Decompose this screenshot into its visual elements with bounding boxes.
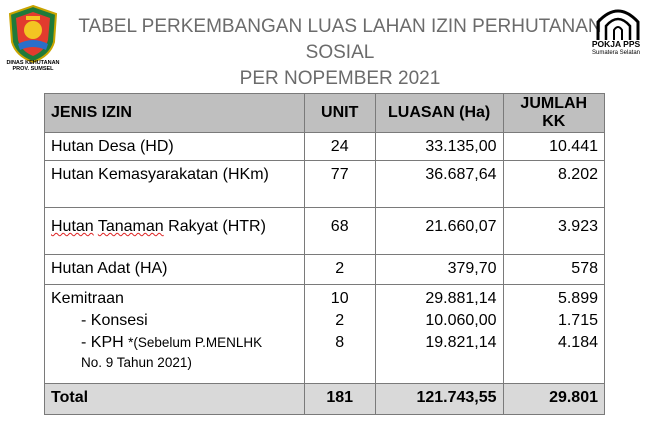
- cell-luasan: 379,70: [375, 255, 503, 285]
- konsesi-label: - Konsesi: [81, 312, 148, 329]
- total-label: Total: [45, 384, 305, 415]
- sumsel-emblem-logo: [6, 4, 60, 64]
- kph-unit: 8: [335, 334, 345, 351]
- cell-unit: [304, 285, 375, 384]
- cell-luasan: 21.660,07: [375, 208, 503, 255]
- header-unit: UNIT: [304, 94, 375, 133]
- spell-underlined-word: Tanaman: [97, 218, 164, 235]
- kph-label-line: [51, 332, 298, 354]
- konsesi-kk: 1.715: [557, 312, 598, 329]
- cell-unit: 77: [304, 161, 375, 208]
- konsesi-unit: 2: [335, 312, 345, 329]
- cell-jenis: Hutan Kemasyarakatan (HKm): [45, 161, 305, 208]
- caption-line-2: PROV. SUMSEL: [12, 66, 54, 72]
- left-logo-caption: [2, 60, 64, 72]
- cell-jenis: Hutan Adat (HA): [45, 255, 305, 285]
- table-row-kemitraan: [45, 285, 605, 384]
- cell-luasan: [375, 285, 503, 384]
- cell-jenis: [45, 285, 305, 384]
- table-row-total: [45, 384, 605, 415]
- table-row: [45, 255, 605, 285]
- pokja-pps-title: POKJA PPS: [591, 39, 641, 49]
- header-luasan: LUASAN (Ha): [375, 94, 503, 133]
- cell-kk: [503, 285, 604, 384]
- kemitraan-kk: 5.899: [557, 290, 598, 307]
- table-row: [45, 161, 605, 208]
- cell-unit: 68: [304, 208, 375, 255]
- title-line-2: PER NOPEMBER 2021: [239, 68, 441, 89]
- table-row: [45, 133, 605, 161]
- pokja-pps-subtitle: Sumatera Selatan: [591, 50, 641, 56]
- cell-kk: 3.923: [503, 208, 604, 255]
- cell-unit: 24: [304, 133, 375, 161]
- cell-jenis: Hutan Desa (HD): [45, 133, 305, 161]
- total-kk: 29.801: [503, 384, 604, 415]
- cell-kk: 578: [503, 255, 604, 285]
- kph-note-line2: No. 9 Tahun 2021): [81, 355, 192, 370]
- cell-kk: 8.202: [503, 161, 604, 208]
- title-line-1: TABEL PERKEMBANGAN LUAS LAHAN IZIN PERHUTANAN SOSIAL: [78, 16, 602, 63]
- page-title: [60, 14, 620, 92]
- kemitraan-unit: 10: [330, 290, 349, 307]
- cell-jenis-rest: Rakyat (HTR): [168, 218, 266, 235]
- cell-jenis: [45, 208, 305, 255]
- kemitraan-luasan: 29.881,14: [425, 290, 497, 307]
- total-luasan: 121.743,55: [375, 384, 503, 415]
- cell-kk: 10.441: [503, 133, 604, 161]
- kph-note: *(Sebelum P.MENLHK: [128, 335, 263, 350]
- perhutanan-sosial-table: [44, 93, 605, 415]
- header-jenis-izin: JENIS IZIN: [45, 94, 305, 133]
- spell-underlined-word: Hutan: [51, 218, 94, 235]
- caption-line-1: DINAS KEHUTANAN: [6, 60, 60, 66]
- kph-luasan: 19.821,14: [425, 334, 497, 351]
- cell-unit: 2: [304, 255, 375, 285]
- total-unit: 181: [304, 384, 375, 415]
- table-row: [45, 208, 605, 255]
- kph-kk: 4.184: [557, 334, 598, 351]
- cell-luasan: 33.135,00: [375, 133, 503, 161]
- kph-label: - KPH: [81, 334, 124, 351]
- kemitraan-label: Kemitraan: [51, 290, 124, 307]
- cell-luasan: 36.687,64: [375, 161, 503, 208]
- konsesi-luasan: 10.060,00: [425, 312, 497, 329]
- header-jumlah-kk: JUMLAH KK: [503, 94, 604, 133]
- table-header-row: [45, 94, 605, 133]
